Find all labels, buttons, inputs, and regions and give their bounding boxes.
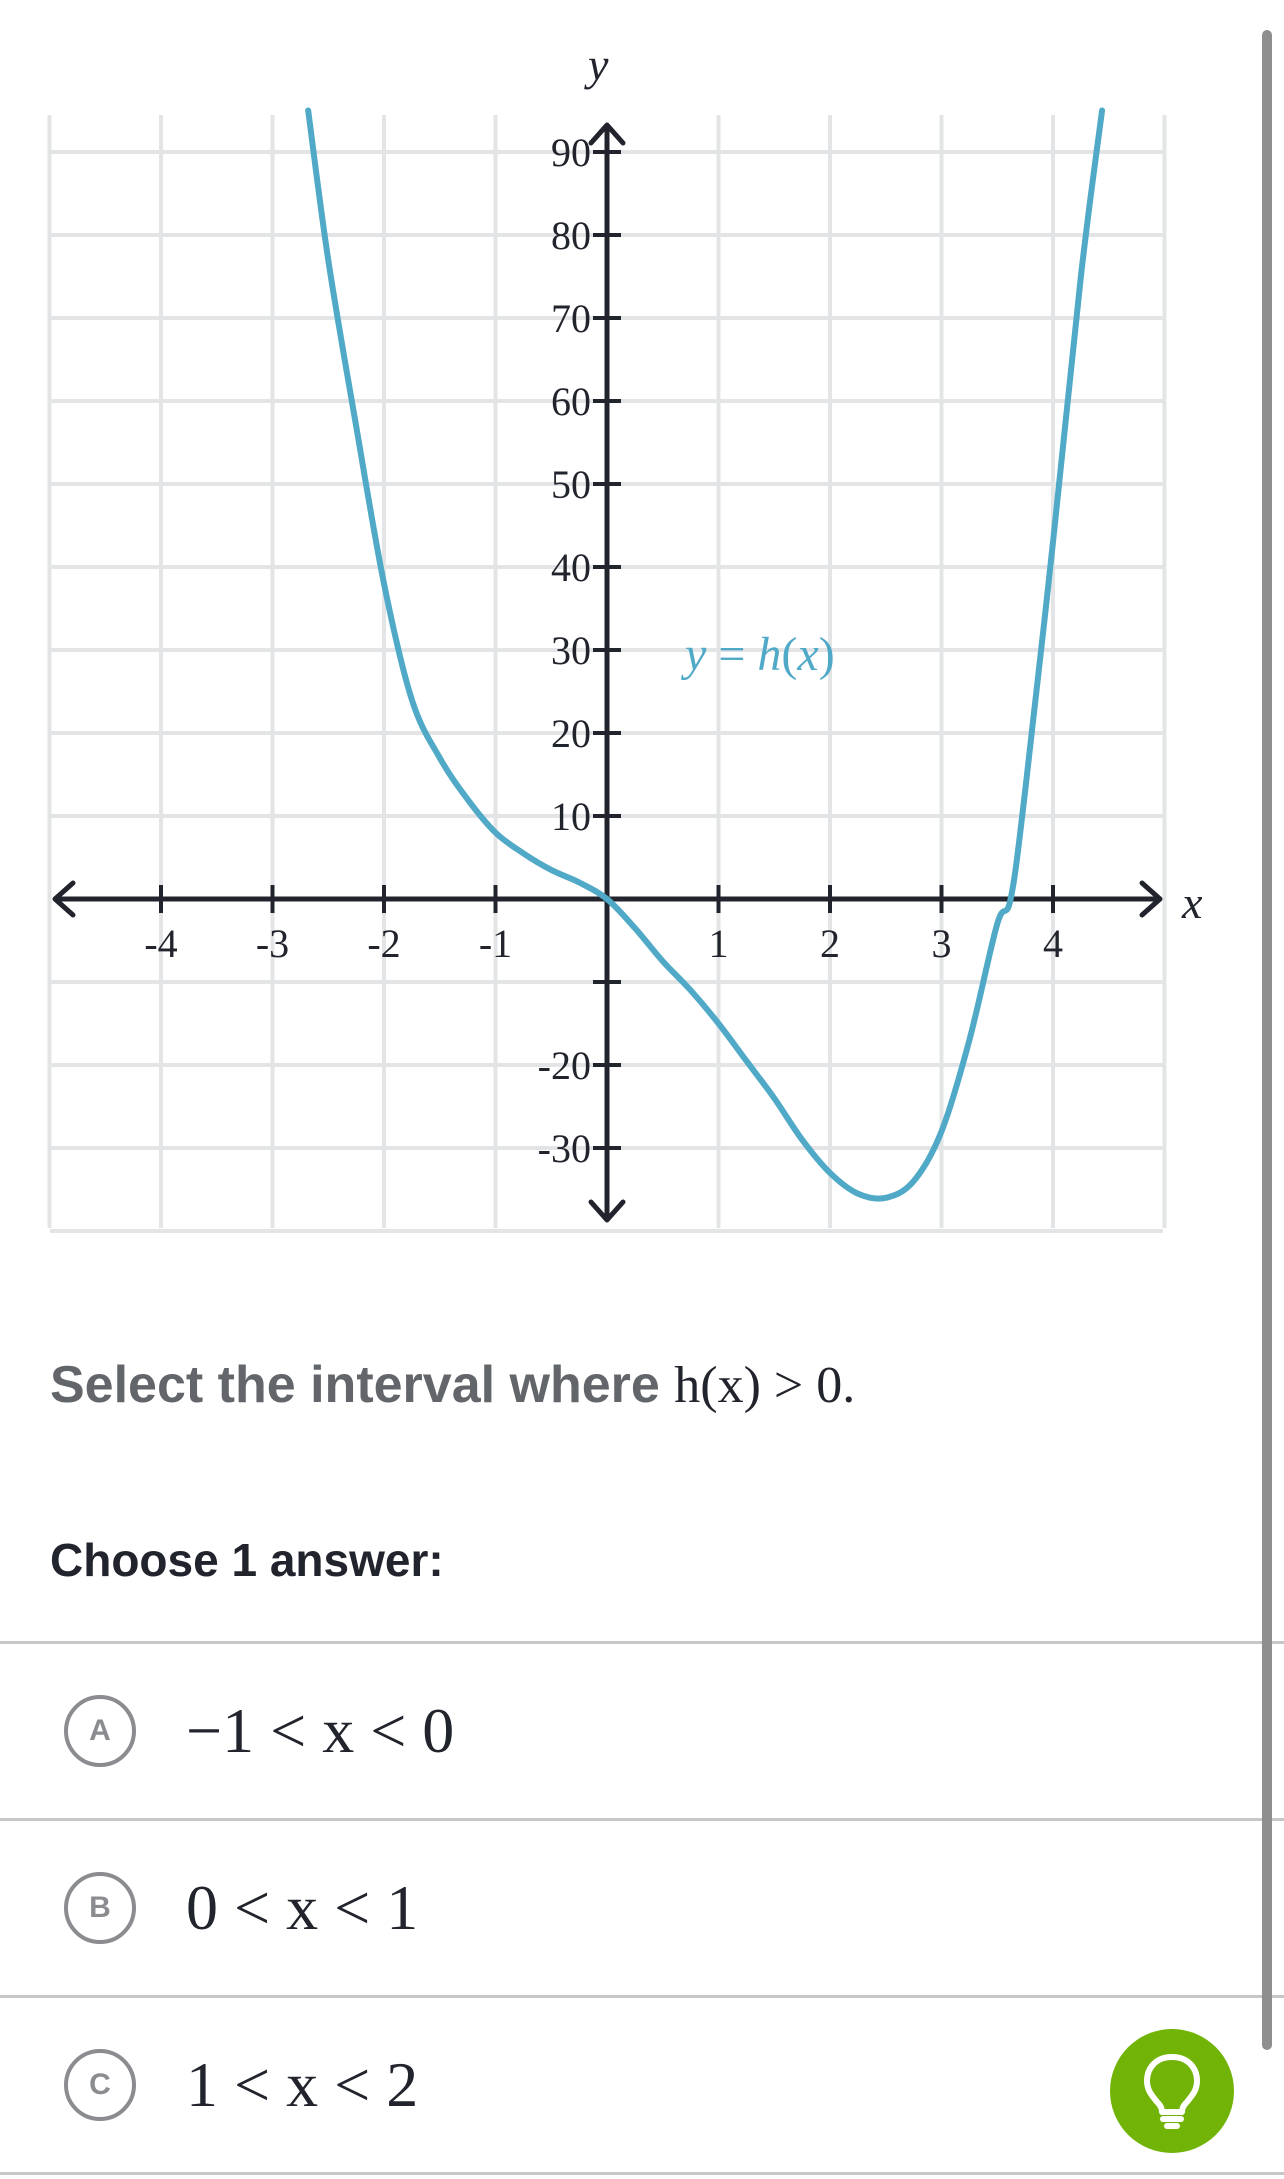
choice-a-text: −1 < x < 0 <box>186 1695 455 1766</box>
choice-b-letter: B <box>64 1872 136 1944</box>
y-tick-label: 10 <box>551 794 591 839</box>
x-tick-label: 3 <box>931 921 952 966</box>
y-tick-label: 90 <box>551 130 591 175</box>
hint-button[interactable] <box>1110 2029 1234 2153</box>
y-tick-label: 60 <box>551 379 591 424</box>
x-tick-label: 1 <box>708 921 729 966</box>
x-tick-label: -2 <box>367 921 401 966</box>
choice-b-text: 0 < x < 1 <box>186 1872 419 1943</box>
y-tick-label: 70 <box>551 296 591 341</box>
y-tick-label: 30 <box>551 628 591 673</box>
y-tick-label: 50 <box>551 462 591 507</box>
choice-c-text: 1 < x < 2 <box>186 2049 419 2120</box>
y-tick-label: 40 <box>551 545 591 590</box>
graph-axes <box>55 125 1160 1220</box>
x-tick-label: -1 <box>478 921 513 966</box>
divider <box>0 2172 1284 2175</box>
question-prompt <box>50 1355 855 1415</box>
question-suffix: . <box>842 1357 856 1414</box>
x-tick-label: 2 <box>820 921 840 966</box>
x-tick-label: 4 <box>1043 921 1063 966</box>
y-tick-label: -20 <box>537 1043 591 1088</box>
question-math: h(x) > 0 <box>674 1357 843 1414</box>
choose-label: Choose 1 answer: <box>50 1534 444 1586</box>
x-tick-label: -3 <box>255 921 290 966</box>
question-prefix: Select the interval where <box>50 1356 675 1414</box>
y-tick-label: -30 <box>537 1126 591 1171</box>
x-axis-label: x <box>1182 877 1203 928</box>
x-tick-label: -4 <box>144 921 178 966</box>
choice-c-letter: C <box>64 2049 136 2121</box>
choice-a-letter: A <box>64 1695 136 1767</box>
curve-label: y = h(x) <box>685 628 835 681</box>
scrollbar[interactable] <box>1262 30 1272 2050</box>
choice-a[interactable] <box>0 1644 1284 1818</box>
y-axis-label: y <box>588 39 609 90</box>
y-tick-label: 80 <box>551 213 591 258</box>
choice-c[interactable] <box>0 1998 1284 2172</box>
lightbulb-icon <box>1140 2052 1204 2130</box>
choice-b[interactable] <box>0 1821 1284 1995</box>
y-tick-label: 20 <box>551 711 591 756</box>
